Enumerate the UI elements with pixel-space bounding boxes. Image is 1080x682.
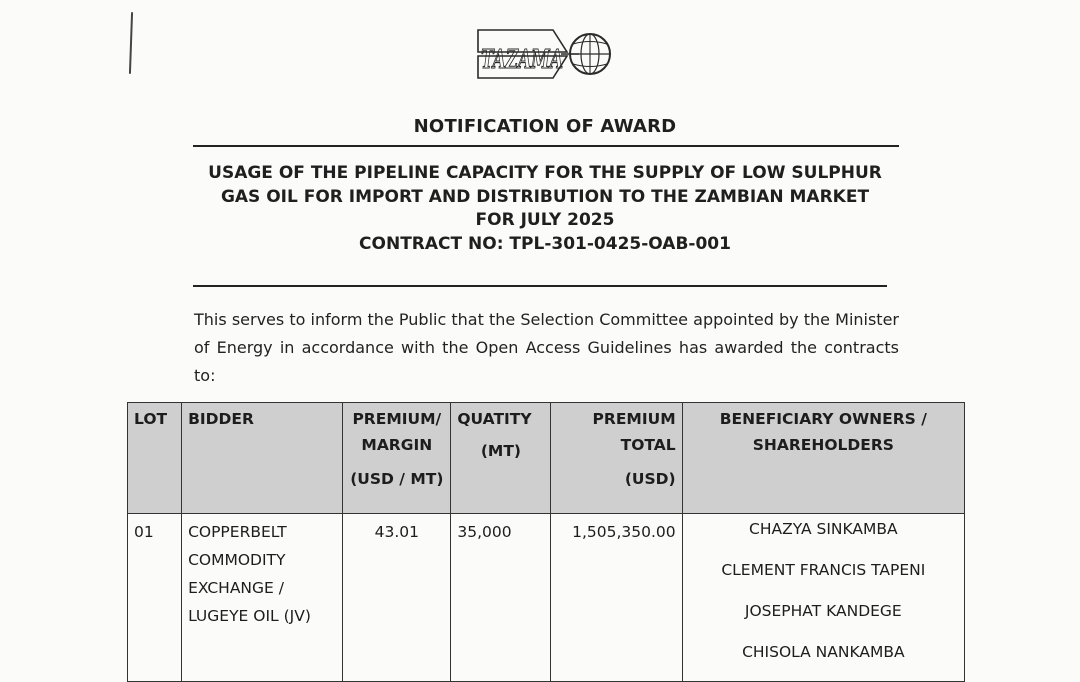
subject-line: GAS OIL FOR IMPORT AND DISTRIBUTION TO THE ZAMBIAN MARKET (220, 186, 870, 207)
header-lot: LOT (128, 403, 182, 514)
title-divider (193, 145, 899, 147)
owner-name: CHAZYA SINKAMBA (749, 520, 898, 538)
owner-name: CLEMENT FRANCIS TAPENI (721, 561, 926, 579)
intro-paragraph: This serves to inform the Public that the Selection Committee appointed by the Minister of Energy in accordance with the Open Access Guidelines has awarded the contracts to: (194, 310, 899, 385)
subject-line: USAGE OF THE PIPELINE CAPACITY FOR THE SUPPLY OF LOW SULPHUR (208, 163, 882, 183)
header-premium-total: PREMIUM TOTAL (USD) (551, 403, 682, 514)
svg-text:TAZAMA: TAZAMA (481, 45, 563, 75)
cell-lot: 01 (128, 514, 182, 682)
cell-quantity: 35,000 (451, 514, 551, 682)
subject-divider (193, 285, 887, 287)
contract-number: CONTRACT NO: TPL-301-0425-OAB-001 (359, 233, 731, 254)
cell-premium: 43.01 (343, 514, 451, 682)
subject-line: FOR JULY 2025 (475, 210, 615, 230)
owner-name: JOSEPHAT KANDEGE (744, 602, 902, 620)
award-table (127, 402, 965, 682)
tazama-logo (475, 24, 615, 84)
owner-name: CHISOLA NANKAMBA (742, 643, 905, 661)
subject-heading (190, 162, 900, 256)
table-header-row (128, 403, 965, 514)
header-bidder: BIDDER (182, 403, 343, 514)
cell-beneficiary-owners (682, 514, 964, 682)
notification-title: NOTIFICATION OF AWARD (413, 116, 677, 137)
cell-premium-total: 1,505,350.00 (551, 514, 682, 682)
cell-bidder: COPPERBELT COMMODITY EXCHANGE / LUGEYE OIL (JV) (182, 514, 343, 682)
header-beneficiary-owners: BENEFICIARY OWNERS / SHAREHOLDERS (682, 403, 964, 514)
pen-mark (129, 12, 133, 74)
header-premium: PREMIUM/ MARGIN (USD / MT) (343, 403, 451, 514)
header-quantity: QUATITY (MT) (451, 403, 551, 514)
table-row (128, 514, 965, 682)
